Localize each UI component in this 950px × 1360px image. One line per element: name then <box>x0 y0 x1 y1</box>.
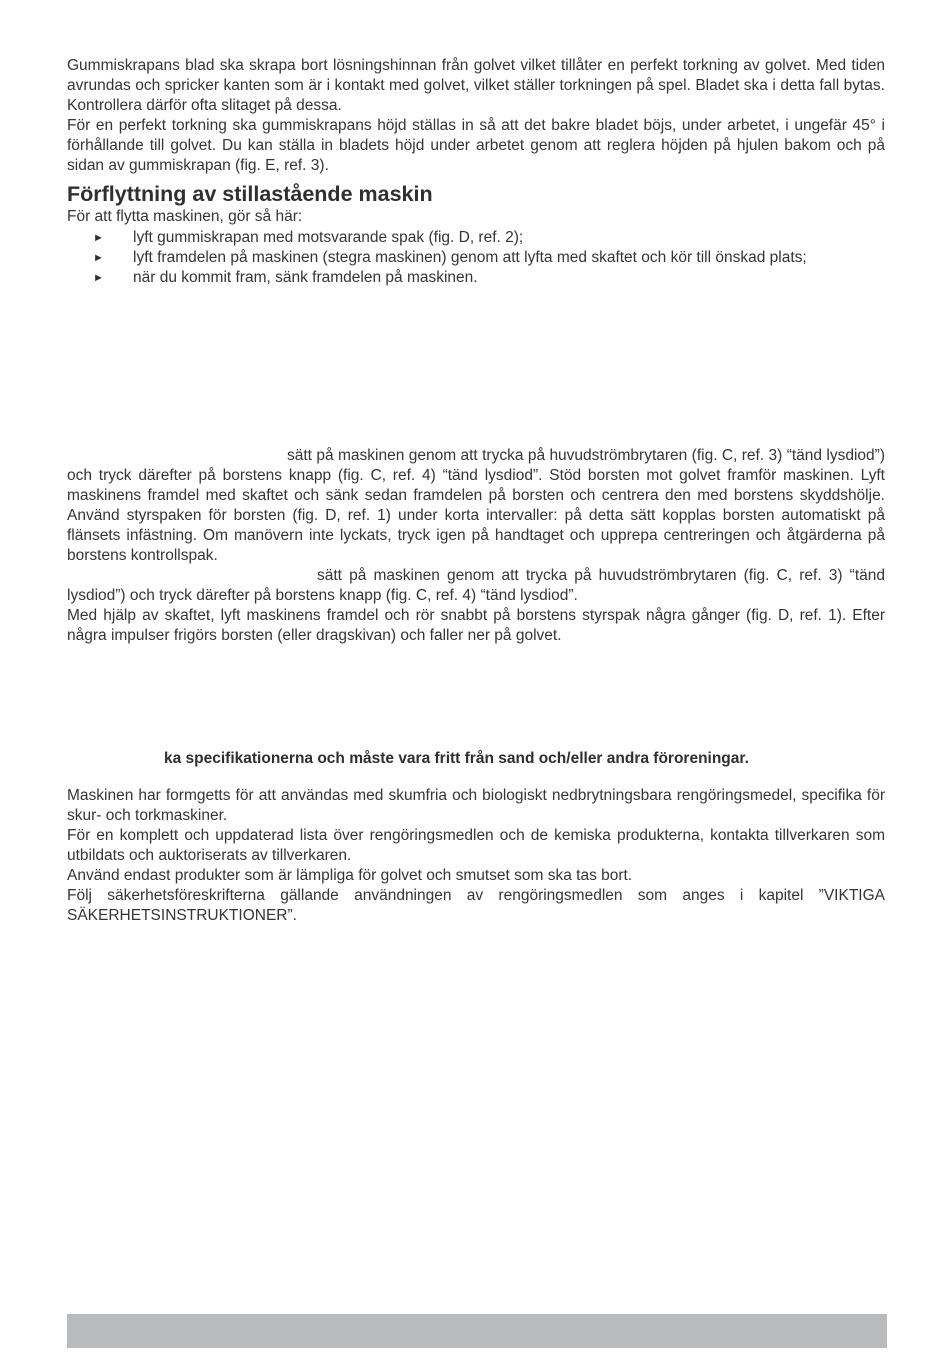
triangle-bullet-icon: ► <box>93 272 104 284</box>
paragraph-brush-attach: sätt på maskinen genom att trycka på huvudströmbrytaren (fig. C, ref. 3) “tänd lysdiod”) och tryck därefter på borstens knapp (fig. C, ref. 4) “tänd lysdiod”. Stöd borsten mot golvet framför maskinen. Lyft maskinens framdel med skaftet och sänk sedan framdelen på borsten och centrera den med borstens skyddshölje. Använd styrspaken för borsten (fig. D, ref. 1) under korta intervaller: på detta sätt kopplas borsten automatiskt på flänsets infästning. Om manövern inte lyckats, tryck igen på handtaget och upprepa centreringen och åtgärderna på borstens kontrollspak. <box>67 447 885 564</box>
list-item <box>67 268 885 288</box>
triangle-bullet-icon: ► <box>93 252 104 264</box>
list-item-text: lyft gummiskrapan med motsvarande spak (fig. D, ref. 2); <box>133 229 524 246</box>
list-item-text: när du kommit fram, sänk framdelen på maskinen. <box>133 269 478 286</box>
paragraph-squeegee-height: För en perfekt torkning ska gummiskrapans höjd ställas in så att det bakre bladet böjs, under arbetet, i ungefär 45° i förhållande till golvet. Du kan ställa in bladets höjd under arbetet genom att reglera höjden på hjulen bakom och på sidan av gummiskrapan (fig. E, ref. 3). <box>67 117 885 174</box>
section-squeegee-maintenance <box>67 56 885 176</box>
paragraph-detergent-suitable: Använd endast produkter som är lämpliga för golvet och smutset som ska tas bort. <box>67 867 633 884</box>
list-item <box>67 228 885 248</box>
triangle-bullet-icon: ► <box>93 232 104 244</box>
paragraph-detergent-design: Maskinen har formgetts för att användas med skumfria och biologiskt nedbrytningsbara rengöringsmedel, specifika för skur- och torkmaskiner. <box>67 787 885 824</box>
paragraph-blade-wear: Gummiskrapans blad ska skrapa bort lösningshinnan från golvet vilket tillåter en perfekt torkning av golvet. Med tiden avrundas och spricker kanten som är i kontakt med golvet, vilket ställer torkningen på spel. Bladet ska i detta fall bytas. Kontrollera därför ofta slitaget på dessa. <box>67 57 885 114</box>
section-heading-move-machine: Förflyttning av stillastående maskin <box>67 182 433 206</box>
paragraph-detergent-safety: Följ säkerhetsföreskrifterna gällande användningen av rengöringsmedlen som anges i kapitel ”VIKTIGA SÄKERHETSINSTRUKTIONER”. <box>67 887 885 924</box>
list-item <box>67 248 885 268</box>
paragraph-brush-power: sätt på maskinen genom att trycka på huvudströmbrytaren (fig. C, ref. 3) “tänd lysdiod”) och tryck därefter på borstens knapp (fig. C, ref. 4) “tänd lysdiod”. <box>67 567 885 604</box>
list-item-text: lyft framdelen på maskinen (stegra maskinen) genom att lyfta med skaftet och kör till önskad plats; <box>133 249 807 266</box>
footer-bar <box>67 1314 887 1348</box>
move-machine-intro: För att flytta maskinen, gör så här: <box>67 208 303 225</box>
move-machine-steps <box>67 228 885 288</box>
paragraph-brush-release: Med hjälp av skaftet, lyft maskinens framdel och rör snabbt på borstens styrspak några gånger (fig. D, ref. 1). Efter några impulser frigörs borsten (eller dragskivan) och faller ner på golvet. <box>67 607 885 644</box>
paragraph-detergent-list: För en komplett och uppdaterad lista över rengöringsmedlen och de kemiska produkterna, kontakta tillverkaren som utbildats och auktoriserats av tillverkaren. <box>67 827 885 864</box>
section-detergents <box>67 786 885 926</box>
bold-note-specifications: ka specifikationerna och måste vara fritt från sand och/eller andra föroreningar. <box>164 750 749 767</box>
